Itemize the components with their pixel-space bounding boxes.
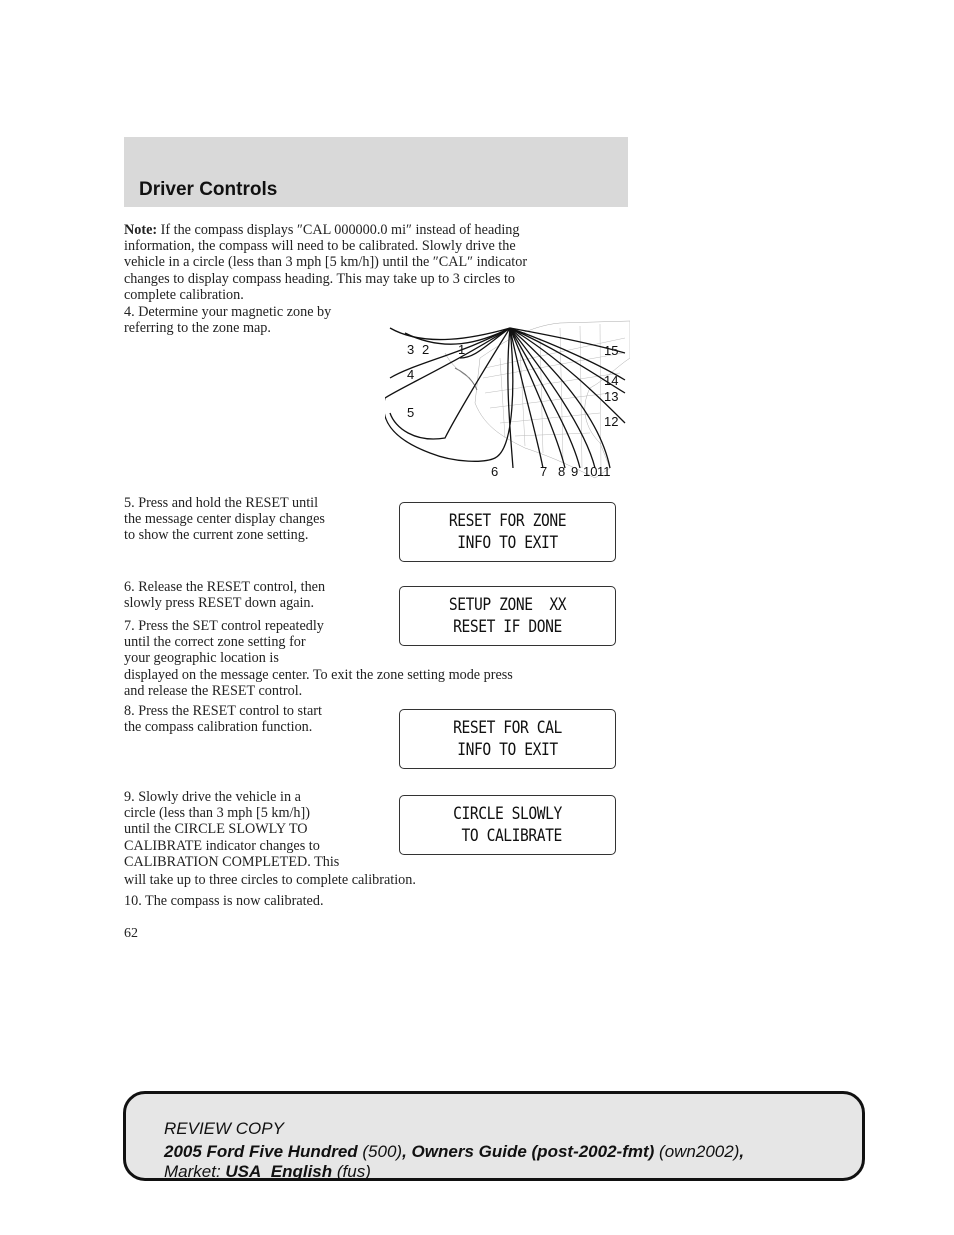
step-8	[124, 703, 322, 735]
footer-market-line	[164, 1162, 371, 1182]
step-4	[124, 304, 331, 336]
review-copy-label: REVIEW COPY	[164, 1119, 284, 1138]
zone-label: 8	[558, 464, 566, 479]
magnetic-zone-map	[385, 318, 630, 483]
note-line: complete calibration.	[124, 286, 244, 303]
footer-separator: ,	[402, 1142, 412, 1161]
note-paragraph	[124, 222, 527, 303]
step-line: 7. Press the SET control repeatedly	[124, 618, 324, 634]
footer-model-code: (500)	[357, 1142, 403, 1161]
section-header	[124, 137, 628, 207]
note-line: information, the compass will need to be calibrated. Slowly drive the	[124, 238, 516, 255]
zone-label: 7	[540, 464, 548, 479]
zone-label: 6	[491, 464, 499, 479]
step-6	[124, 579, 325, 611]
review-footer	[123, 1091, 865, 1181]
footer-guide: Owners Guide (post-2002-fmt)	[411, 1142, 655, 1161]
step-line: 4. Determine your magnetic zone by	[124, 304, 332, 320]
display-line: RESET FOR CAL	[453, 718, 562, 738]
step-line: 5. Press and hold the RESET until	[124, 495, 319, 511]
display-line: RESET IF DONE	[453, 617, 562, 637]
zone-label: 3	[407, 342, 415, 357]
page-number: 62	[124, 926, 138, 941]
footer-separator: ,	[739, 1142, 745, 1161]
step-line: the message center display changes	[124, 511, 325, 528]
step-line: until the CIRCLE SLOWLY TO	[124, 821, 308, 838]
display-line: INFO TO EXIT	[457, 740, 558, 760]
note-line: If the compass displays ″CAL 000000.0 mi″ instead of heading	[157, 222, 520, 238]
message-center-display	[399, 795, 616, 855]
display-line: TO CALIBRATE	[453, 826, 562, 846]
step-line: to show the current zone setting.	[124, 527, 309, 544]
step-line: will take up to three circles to complete calibration.	[124, 872, 416, 889]
note-line: vehicle in a circle (less than 3 mph [5 km/h]) until the ″CAL″ indicator	[124, 254, 528, 271]
step-line: 10. The compass is now calibrated.	[124, 893, 324, 909]
step-line: CALIBRATION COMPLETED. This	[124, 853, 340, 870]
zone-label: 13	[604, 389, 619, 404]
step-line: referring to the zone map.	[124, 320, 271, 337]
footer-market: USA_English	[225, 1162, 333, 1181]
footer-market-code: (fus)	[332, 1162, 371, 1181]
step-line: 8. Press the RESET control to start	[124, 703, 322, 719]
step-9	[124, 789, 416, 888]
isogonic-lines	[385, 328, 625, 468]
step-line: and release the RESET control.	[124, 682, 303, 699]
message-center-display	[399, 502, 616, 562]
step-line: 6. Release the RESET control, then	[124, 579, 326, 595]
step-line: circle (less than 3 mph [5 km/h])	[124, 805, 310, 822]
footer-guide-code: (own2002)	[654, 1142, 740, 1161]
step-10	[124, 893, 324, 909]
zone-label: 1	[458, 342, 466, 357]
zone-label: 14	[604, 373, 619, 388]
zone-label: 2	[422, 342, 430, 357]
section-title: Driver Controls	[139, 179, 278, 200]
zone-label: 11	[597, 464, 611, 479]
note-line: changes to display compass heading. This may take up to 3 circles to	[124, 270, 515, 287]
step-line: your geographic location is	[124, 650, 279, 667]
zone-label: 9	[571, 464, 579, 479]
zone-label: 12	[604, 414, 619, 429]
note-label: Note:	[124, 222, 158, 238]
footer-market-label: Market:	[164, 1162, 226, 1181]
step-7	[124, 618, 513, 699]
display-line: RESET FOR ZONE	[448, 511, 567, 531]
display-line: CIRCLE SLOWLY	[453, 804, 562, 824]
step-line: displayed on the message center. To exit the zone setting mode press	[124, 666, 513, 683]
step-line: the compass calibration function.	[124, 719, 313, 736]
footer-model: 2005 Ford Five Hundred	[164, 1142, 358, 1161]
zone-label: 15	[604, 343, 619, 358]
display-line: INFO TO EXIT	[457, 533, 558, 553]
step-5	[124, 495, 325, 544]
display-line: SETUP ZONE XX	[448, 595, 567, 615]
zone-label: 4	[407, 367, 415, 382]
zone-label: 5	[407, 405, 415, 420]
message-center-display	[399, 709, 616, 769]
step-line: until the correct zone setting for	[124, 634, 306, 651]
step-line: 9. Slowly drive the vehicle in a	[124, 789, 301, 805]
zone-label: 10	[583, 464, 598, 479]
step-line: slowly press RESET down again.	[124, 595, 315, 612]
footer-title-line	[164, 1142, 744, 1162]
map-background	[445, 321, 630, 478]
step-line: CALIBRATE indicator changes to	[124, 837, 320, 854]
